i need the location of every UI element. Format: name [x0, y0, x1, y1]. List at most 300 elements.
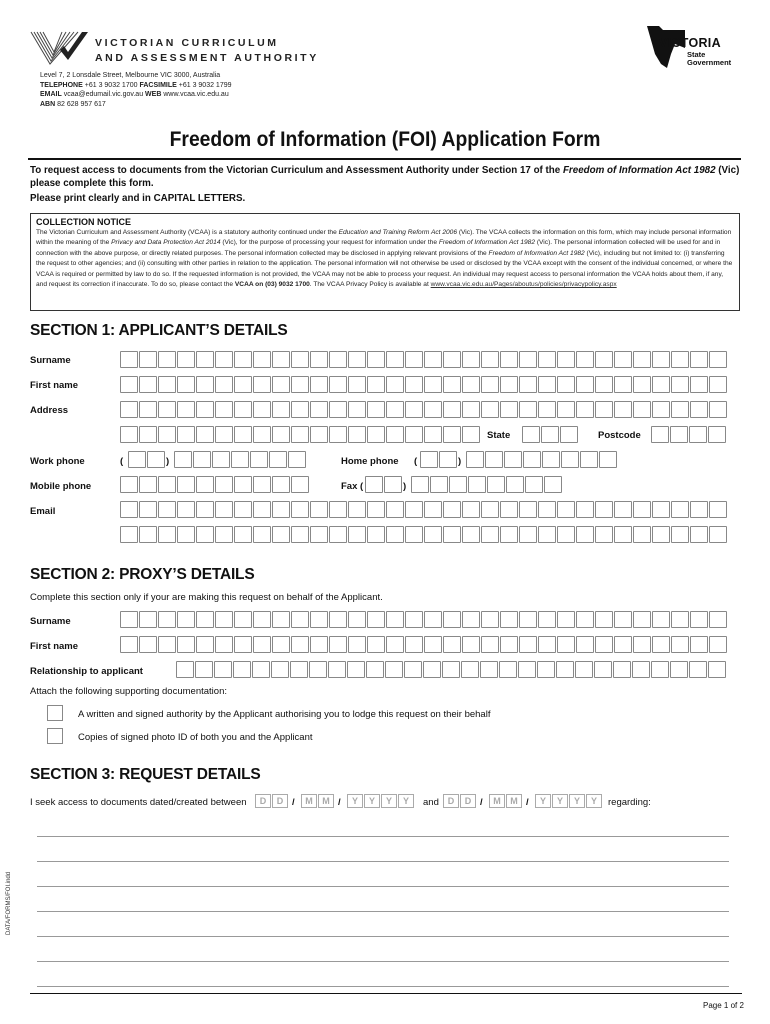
- character-box[interactable]: [481, 351, 499, 368]
- character-box[interactable]: [518, 661, 536, 678]
- proxy-first-name-field[interactable]: [120, 636, 728, 653]
- character-box[interactable]: [250, 451, 268, 468]
- request-details-line[interactable]: [37, 911, 729, 912]
- character-box[interactable]: [614, 501, 632, 518]
- character-box[interactable]: [196, 401, 214, 418]
- character-box[interactable]: [670, 661, 688, 678]
- fax-number[interactable]: [411, 476, 563, 493]
- request-details-line[interactable]: [37, 861, 729, 862]
- character-box[interactable]: [386, 526, 404, 543]
- character-box[interactable]: [689, 426, 707, 443]
- character-box[interactable]: [424, 611, 442, 628]
- character-box[interactable]: [139, 611, 157, 628]
- character-box[interactable]: [215, 401, 233, 418]
- character-box[interactable]: [234, 376, 252, 393]
- character-box[interactable]: [367, 526, 385, 543]
- character-box[interactable]: [158, 476, 176, 493]
- character-box[interactable]: [633, 526, 651, 543]
- character-box[interactable]: [499, 661, 517, 678]
- character-box[interactable]: [196, 376, 214, 393]
- character-box[interactable]: [504, 451, 522, 468]
- character-box[interactable]: [215, 476, 233, 493]
- character-box[interactable]: [291, 351, 309, 368]
- character-box[interactable]: [177, 476, 195, 493]
- character-box[interactable]: [215, 501, 233, 518]
- character-box[interactable]: [500, 401, 518, 418]
- character-box[interactable]: [158, 401, 176, 418]
- character-box[interactable]: [633, 501, 651, 518]
- character-box[interactable]: [500, 611, 518, 628]
- postcode-field[interactable]: [651, 426, 727, 443]
- character-box[interactable]: [709, 351, 727, 368]
- character-box[interactable]: [272, 501, 290, 518]
- character-box[interactable]: [196, 426, 214, 443]
- character-box[interactable]: [234, 526, 252, 543]
- character-box[interactable]: [252, 661, 270, 678]
- character-box[interactable]: [234, 401, 252, 418]
- character-box[interactable]: [214, 661, 232, 678]
- character-box[interactable]: [443, 351, 461, 368]
- character-box[interactable]: [386, 376, 404, 393]
- character-box[interactable]: [367, 611, 385, 628]
- character-box[interactable]: [614, 351, 632, 368]
- request-details-line[interactable]: [37, 961, 729, 962]
- character-box[interactable]: [139, 426, 157, 443]
- character-box[interactable]: [443, 376, 461, 393]
- character-box[interactable]: [386, 501, 404, 518]
- character-box[interactable]: [481, 611, 499, 628]
- character-box[interactable]: [538, 501, 556, 518]
- character-box[interactable]: [177, 611, 195, 628]
- character-box[interactable]: [405, 526, 423, 543]
- character-box[interactable]: [709, 401, 727, 418]
- character-box[interactable]: [690, 526, 708, 543]
- character-box[interactable]: [690, 401, 708, 418]
- from-date-year[interactable]: [347, 794, 415, 808]
- character-box[interactable]: [424, 526, 442, 543]
- surname-field[interactable]: [120, 351, 728, 368]
- character-box[interactable]: [708, 426, 726, 443]
- character-box[interactable]: [439, 451, 457, 468]
- character-box[interactable]: [367, 401, 385, 418]
- character-box[interactable]: [557, 376, 575, 393]
- character-box[interactable]: [595, 401, 613, 418]
- character-box[interactable]: [481, 401, 499, 418]
- character-box[interactable]: [633, 351, 651, 368]
- character-box[interactable]: [480, 661, 498, 678]
- character-box[interactable]: [633, 376, 651, 393]
- character-box[interactable]: [272, 376, 290, 393]
- character-box[interactable]: [709, 611, 727, 628]
- home-phone-number[interactable]: [466, 451, 618, 468]
- character-box[interactable]: [576, 611, 594, 628]
- character-box[interactable]: [310, 636, 328, 653]
- character-box[interactable]: [557, 636, 575, 653]
- character-box[interactable]: [652, 501, 670, 518]
- character-box[interactable]: [329, 611, 347, 628]
- character-box[interactable]: [348, 401, 366, 418]
- character-box[interactable]: [291, 636, 309, 653]
- character-box[interactable]: [215, 611, 233, 628]
- character-box[interactable]: [272, 636, 290, 653]
- character-box[interactable]: [443, 611, 461, 628]
- character-box[interactable]: [461, 661, 479, 678]
- character-box[interactable]: [193, 451, 211, 468]
- character-box[interactable]: [177, 526, 195, 543]
- character-box[interactable]: [595, 611, 613, 628]
- character-box[interactable]: [386, 611, 404, 628]
- character-box[interactable]: [348, 376, 366, 393]
- character-box[interactable]: [310, 426, 328, 443]
- character-box[interactable]: [671, 611, 689, 628]
- character-box[interactable]: [158, 611, 176, 628]
- character-box[interactable]: [708, 661, 726, 678]
- address-field-line-1[interactable]: [120, 401, 728, 418]
- character-box[interactable]: [367, 351, 385, 368]
- character-box[interactable]: [671, 351, 689, 368]
- character-box[interactable]: [594, 661, 612, 678]
- character-box[interactable]: [348, 611, 366, 628]
- character-box[interactable]: [215, 526, 233, 543]
- character-box[interactable]: [158, 351, 176, 368]
- character-box[interactable]: [405, 501, 423, 518]
- character-box[interactable]: [430, 476, 448, 493]
- character-box[interactable]: [614, 611, 632, 628]
- character-box[interactable]: [405, 376, 423, 393]
- request-details-line[interactable]: [37, 936, 729, 937]
- character-box[interactable]: [177, 636, 195, 653]
- character-box[interactable]: [253, 376, 271, 393]
- fax-area-code[interactable]: [365, 476, 403, 493]
- character-box[interactable]: [443, 401, 461, 418]
- photo-id-checkbox[interactable]: [47, 728, 63, 744]
- character-box[interactable]: [253, 526, 271, 543]
- character-box[interactable]: [519, 501, 537, 518]
- first-name-field[interactable]: [120, 376, 728, 393]
- character-box[interactable]: [347, 661, 365, 678]
- character-box[interactable]: [709, 376, 727, 393]
- character-box[interactable]: [542, 451, 560, 468]
- character-box[interactable]: [595, 376, 613, 393]
- character-box[interactable]: [538, 351, 556, 368]
- character-box[interactable]: [580, 451, 598, 468]
- character-box[interactable]: [139, 476, 157, 493]
- character-box[interactable]: [329, 401, 347, 418]
- character-box[interactable]: [462, 426, 480, 443]
- character-box[interactable]: [310, 611, 328, 628]
- work-phone-number[interactable]: [174, 451, 307, 468]
- character-box[interactable]: [120, 501, 138, 518]
- character-box[interactable]: [652, 376, 670, 393]
- character-box[interactable]: [291, 426, 309, 443]
- character-box[interactable]: [424, 501, 442, 518]
- character-box[interactable]: [120, 611, 138, 628]
- character-box[interactable]: [386, 351, 404, 368]
- character-box[interactable]: [177, 401, 195, 418]
- character-box[interactable]: [196, 501, 214, 518]
- character-box[interactable]: [671, 376, 689, 393]
- character-box[interactable]: [671, 501, 689, 518]
- character-box[interactable]: [671, 636, 689, 653]
- character-box[interactable]: [420, 451, 438, 468]
- character-box[interactable]: [253, 636, 271, 653]
- character-box[interactable]: [560, 426, 578, 443]
- character-box[interactable]: [328, 661, 346, 678]
- character-box[interactable]: [462, 611, 480, 628]
- state-field[interactable]: [522, 426, 579, 443]
- character-box[interactable]: [367, 376, 385, 393]
- character-box[interactable]: [690, 611, 708, 628]
- character-box[interactable]: [519, 351, 537, 368]
- character-box[interactable]: [500, 351, 518, 368]
- character-box[interactable]: [310, 526, 328, 543]
- character-box[interactable]: [177, 351, 195, 368]
- character-box[interactable]: [424, 401, 442, 418]
- character-box[interactable]: [234, 636, 252, 653]
- request-details-line[interactable]: [37, 986, 729, 987]
- email-field-line-2[interactable]: [120, 526, 728, 543]
- character-box[interactable]: [449, 476, 467, 493]
- character-box[interactable]: [120, 476, 138, 493]
- from-date-day[interactable]: [255, 794, 289, 808]
- proxy-surname-field[interactable]: [120, 611, 728, 628]
- privacy-policy-link[interactable]: www.vcaa.vic.edu.au/Pages/aboutus/policies/privacypolicy.aspx: [430, 281, 617, 289]
- character-box[interactable]: [652, 526, 670, 543]
- character-box[interactable]: [386, 401, 404, 418]
- character-box[interactable]: [288, 451, 306, 468]
- character-box[interactable]: [481, 376, 499, 393]
- character-box[interactable]: [557, 351, 575, 368]
- character-box[interactable]: [272, 351, 290, 368]
- written-authority-checkbox[interactable]: [47, 705, 63, 721]
- character-box[interactable]: [367, 636, 385, 653]
- character-box[interactable]: [599, 451, 617, 468]
- character-box[interactable]: [404, 661, 422, 678]
- character-box[interactable]: [139, 526, 157, 543]
- character-box[interactable]: [557, 526, 575, 543]
- character-box[interactable]: [329, 501, 347, 518]
- character-box[interactable]: [519, 611, 537, 628]
- character-box[interactable]: [523, 451, 541, 468]
- character-box[interactable]: [139, 501, 157, 518]
- character-box[interactable]: [139, 376, 157, 393]
- character-box[interactable]: [272, 401, 290, 418]
- character-box[interactable]: [652, 401, 670, 418]
- character-box[interactable]: [405, 351, 423, 368]
- character-box[interactable]: [462, 501, 480, 518]
- character-box[interactable]: [462, 636, 480, 653]
- character-box[interactable]: [329, 426, 347, 443]
- character-box[interactable]: [500, 526, 518, 543]
- character-box[interactable]: [291, 376, 309, 393]
- character-box[interactable]: [348, 351, 366, 368]
- character-box[interactable]: [215, 351, 233, 368]
- character-box[interactable]: [253, 611, 271, 628]
- character-box[interactable]: [651, 661, 669, 678]
- character-box[interactable]: [384, 476, 402, 493]
- character-box[interactable]: [147, 451, 165, 468]
- character-box[interactable]: [253, 426, 271, 443]
- character-box[interactable]: [310, 376, 328, 393]
- character-box[interactable]: [177, 501, 195, 518]
- character-box[interactable]: [652, 351, 670, 368]
- character-box[interactable]: [670, 426, 688, 443]
- character-box[interactable]: [651, 426, 669, 443]
- character-box[interactable]: [120, 426, 138, 443]
- character-box[interactable]: [576, 526, 594, 543]
- character-box[interactable]: [234, 426, 252, 443]
- character-box[interactable]: [541, 426, 559, 443]
- character-box[interactable]: [367, 501, 385, 518]
- character-box[interactable]: [652, 636, 670, 653]
- character-box[interactable]: [500, 636, 518, 653]
- character-box[interactable]: [158, 636, 176, 653]
- character-box[interactable]: [595, 636, 613, 653]
- character-box[interactable]: [291, 526, 309, 543]
- character-box[interactable]: [481, 526, 499, 543]
- character-box[interactable]: [177, 426, 195, 443]
- character-box[interactable]: [329, 526, 347, 543]
- character-box[interactable]: [462, 351, 480, 368]
- character-box[interactable]: [405, 636, 423, 653]
- character-box[interactable]: [291, 501, 309, 518]
- character-box[interactable]: [365, 476, 383, 493]
- character-box[interactable]: [329, 636, 347, 653]
- character-box[interactable]: [561, 451, 579, 468]
- relationship-field[interactable]: [176, 661, 727, 678]
- character-box[interactable]: [120, 401, 138, 418]
- character-box[interactable]: [120, 351, 138, 368]
- character-box[interactable]: [595, 351, 613, 368]
- character-box[interactable]: [348, 636, 366, 653]
- character-box[interactable]: [442, 661, 460, 678]
- character-box[interactable]: [690, 376, 708, 393]
- character-box[interactable]: [253, 401, 271, 418]
- character-box[interactable]: [158, 526, 176, 543]
- character-box[interactable]: [290, 661, 308, 678]
- character-box[interactable]: [253, 351, 271, 368]
- character-box[interactable]: [671, 526, 689, 543]
- character-box[interactable]: [215, 636, 233, 653]
- character-box[interactable]: [177, 376, 195, 393]
- character-box[interactable]: [272, 611, 290, 628]
- character-box[interactable]: [462, 376, 480, 393]
- character-box[interactable]: [348, 526, 366, 543]
- character-box[interactable]: [671, 401, 689, 418]
- character-box[interactable]: [690, 501, 708, 518]
- character-box[interactable]: [525, 476, 543, 493]
- character-box[interactable]: [329, 376, 347, 393]
- character-box[interactable]: [468, 476, 486, 493]
- character-box[interactable]: [271, 661, 289, 678]
- character-box[interactable]: [576, 376, 594, 393]
- character-box[interactable]: [443, 501, 461, 518]
- character-box[interactable]: [386, 426, 404, 443]
- home-phone-area-code[interactable]: [420, 451, 458, 468]
- character-box[interactable]: [120, 636, 138, 653]
- character-box[interactable]: [234, 351, 252, 368]
- character-box[interactable]: [575, 661, 593, 678]
- character-box[interactable]: [689, 661, 707, 678]
- character-box[interactable]: [405, 611, 423, 628]
- character-box[interactable]: [557, 401, 575, 418]
- character-box[interactable]: [212, 451, 230, 468]
- work-phone-area-code[interactable]: [128, 451, 166, 468]
- character-box[interactable]: [234, 501, 252, 518]
- character-box[interactable]: [423, 661, 441, 678]
- character-box[interactable]: [557, 611, 575, 628]
- character-box[interactable]: [196, 476, 214, 493]
- character-box[interactable]: [366, 661, 384, 678]
- character-box[interactable]: [544, 476, 562, 493]
- character-box[interactable]: [253, 501, 271, 518]
- character-box[interactable]: [538, 611, 556, 628]
- character-box[interactable]: [231, 451, 249, 468]
- character-box[interactable]: [443, 636, 461, 653]
- character-box[interactable]: [272, 526, 290, 543]
- character-box[interactable]: [500, 501, 518, 518]
- character-box[interactable]: [424, 376, 442, 393]
- character-box[interactable]: [405, 426, 423, 443]
- character-box[interactable]: [405, 401, 423, 418]
- character-box[interactable]: [709, 526, 727, 543]
- character-box[interactable]: [576, 401, 594, 418]
- character-box[interactable]: [614, 376, 632, 393]
- character-box[interactable]: [595, 501, 613, 518]
- character-box[interactable]: [139, 636, 157, 653]
- character-box[interactable]: [120, 376, 138, 393]
- character-box[interactable]: [128, 451, 146, 468]
- character-box[interactable]: [538, 401, 556, 418]
- character-box[interactable]: [466, 451, 484, 468]
- character-box[interactable]: [348, 426, 366, 443]
- character-box[interactable]: [709, 636, 727, 653]
- character-box[interactable]: [481, 636, 499, 653]
- character-box[interactable]: [233, 661, 251, 678]
- character-box[interactable]: [576, 501, 594, 518]
- character-box[interactable]: [158, 501, 176, 518]
- character-box[interactable]: [272, 426, 290, 443]
- character-box[interactable]: [481, 501, 499, 518]
- character-box[interactable]: [348, 501, 366, 518]
- character-box[interactable]: [120, 526, 138, 543]
- character-box[interactable]: [519, 636, 537, 653]
- character-box[interactable]: [215, 426, 233, 443]
- character-box[interactable]: [367, 426, 385, 443]
- character-box[interactable]: [614, 636, 632, 653]
- character-box[interactable]: [576, 351, 594, 368]
- character-box[interactable]: [272, 476, 290, 493]
- character-box[interactable]: [614, 526, 632, 543]
- character-box[interactable]: [506, 476, 524, 493]
- character-box[interactable]: [158, 376, 176, 393]
- character-box[interactable]: [424, 636, 442, 653]
- character-box[interactable]: [139, 351, 157, 368]
- character-box[interactable]: [196, 526, 214, 543]
- character-box[interactable]: [709, 501, 727, 518]
- character-box[interactable]: [176, 661, 194, 678]
- to-date-year[interactable]: [535, 794, 603, 808]
- character-box[interactable]: [613, 661, 631, 678]
- character-box[interactable]: [538, 526, 556, 543]
- mobile-phone-field[interactable]: [120, 476, 310, 493]
- character-box[interactable]: [556, 661, 574, 678]
- character-box[interactable]: [519, 401, 537, 418]
- character-box[interactable]: [269, 451, 287, 468]
- to-date-day[interactable]: [443, 794, 477, 808]
- character-box[interactable]: [139, 401, 157, 418]
- character-box[interactable]: [309, 661, 327, 678]
